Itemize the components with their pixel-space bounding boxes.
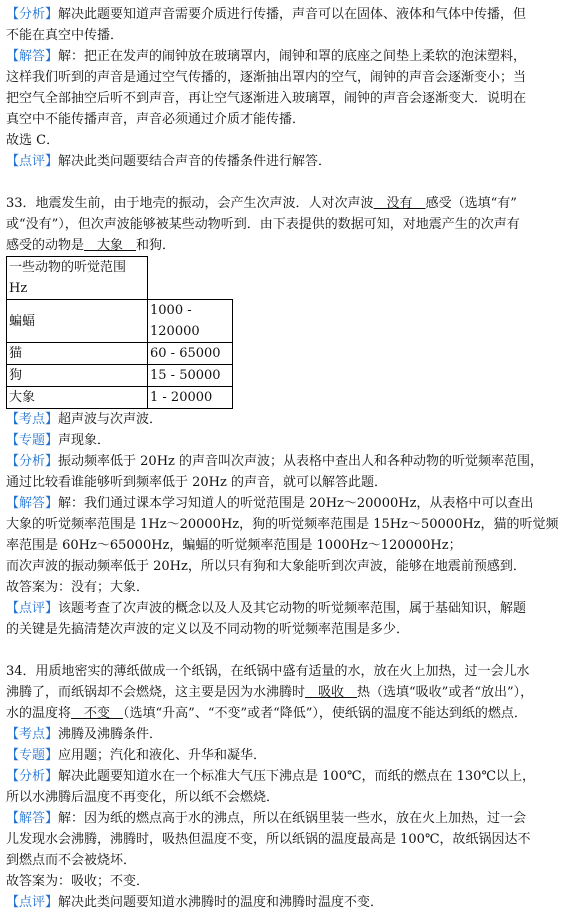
topic-tag: 【专题】: [6, 433, 59, 448]
q34-analysis-line: 【分析】解决此题要知道水在一个标准大气压下沸点是 100℃，而纸的燃点在 130℃以上，: [6, 769, 535, 784]
q34-analysis-line: 所以水沸腾后温度不再变化，所以纸不会燃烧．: [6, 790, 280, 805]
q33-solution-line: 【解答】解：我们通过课本学习知道人的听觉范围是 20Hz～20000Hz，从表格中可以查出: [6, 496, 534, 511]
q33-stem-line: 感受的动物是 大象 和狗．: [6, 238, 176, 253]
q34-stem-line: 水的温度将 不变 （选填“升高”、“不变”或者“降低”），使纸锅的温度不能达到纸的燃点．: [6, 706, 527, 721]
q32-solution-line: 这样我们听到的声音是通过空气传播的，逐渐抽出罩内的空气，闹钟的声音会逐渐变小；当: [6, 70, 527, 85]
solution-tag: 【解答】: [6, 811, 59, 826]
table-header-row: [7, 257, 233, 300]
q32-solution-line: 把空气全部抽空后听不到声音，再让空气逐渐进入玻璃罩，闹钟的声音会逐渐变大．说明在: [6, 91, 527, 106]
animal-cell: 狗: [7, 365, 148, 387]
answer-blank: 吸收: [305, 685, 358, 700]
table-row: [7, 365, 233, 387]
animal-cell: 大象: [7, 387, 148, 409]
answer-blank: 不变: [71, 706, 124, 721]
range-cell: 15 - 50000: [148, 365, 233, 387]
q33-stem-line: 33．地震发生前，由于地壳的振动，会产生次声波．人对次声波 没有 感受（选填“有”: [6, 196, 517, 211]
analysis-tag: 【分析】: [6, 454, 59, 469]
q34-topic: 【专题】应用题；汽化和液化、升华和凝华．: [6, 748, 267, 763]
animal-cell: 蝙蝠: [7, 300, 148, 343]
range-cell: 1000 - 120000: [148, 300, 233, 343]
table-header-cell: 一些动物的听觉范围 Hz: [7, 257, 148, 300]
table-row: [7, 387, 233, 409]
q34-answer: 故答案为：吸收；不变．: [6, 874, 150, 889]
q32-solution-line: 真空中不能传播声音，声音必须通过介质才能传播．: [6, 112, 306, 127]
table-row: [7, 343, 233, 365]
comment-tag: 【点评】: [6, 154, 59, 169]
q32-analysis-line: 【分析】解决此题要知道声音需要介质进行传播，声音可以在固体、液体和气体中传播，但: [6, 7, 527, 22]
solution-tag: 【解答】: [6, 496, 59, 511]
answer-blank: 没有: [373, 196, 426, 211]
animal-cell: 猫: [7, 343, 148, 365]
comment-tag: 【点评】: [6, 601, 59, 616]
document-page: [6, 4, 560, 913]
q33-solution-line: 大象的听觉频率范围是 1Hz～20000Hz，狗的听觉频率范围是 15Hz～50000Hz，猫的听觉频: [6, 517, 559, 532]
q33-analysis-line: 【分析】振动频率低于 20Hz 的声音叫次声波；从表格中查出人和各种动物的听觉频率范围，: [6, 454, 544, 469]
q34-stem-line: 沸腾了，而纸锅却不会燃烧，这主要是因为水沸腾时 吸收 热（选填“吸收”或者“放出”），: [6, 685, 534, 700]
q34-solution-line: 儿发现水会沸腾，沸腾时，吸热但温度不变，所以纸锅的温度最高是 100℃，故纸锅因达不: [6, 832, 531, 847]
q34-comment-line: 【点评】解决此类问题要知道水沸腾时的温度和沸腾时温度不变．: [6, 895, 384, 910]
analysis-tag: 【分析】: [6, 769, 59, 784]
topic-tag: 【专题】: [6, 748, 59, 763]
q34-solution-line: 到燃点而不会被烧坏．: [6, 853, 137, 868]
q32-answer: 故选 C．: [6, 133, 60, 148]
comment-tag: 【点评】: [6, 895, 59, 910]
keypoint-tag: 【考点】: [6, 727, 59, 742]
q33-comment-line: 的关键是先搞清楚次声波的定义以及不同动物的听觉频率范围是多少．: [6, 622, 410, 637]
keypoint-tag: 【考点】: [6, 412, 59, 427]
answer-blank: 大象: [84, 238, 137, 253]
solution-tag: 【解答】: [6, 49, 59, 64]
q33-comment-line: 【点评】该题考查了次声波的概念以及人及其它动物的听觉频率范围，属于基础知识，解题: [6, 601, 527, 616]
analysis-tag: 【分析】: [6, 7, 59, 22]
q32-analysis-line: 不能在真空中传播．: [6, 28, 124, 43]
q33-stem-line: 或“没有”），但次声波能够被某些动物听到．由下表提供的数据可知，对地震产生的次声有: [6, 217, 520, 232]
q33-topic: 【专题】声现象．: [6, 433, 111, 448]
q33-solution-line: 而次声波的振动频率低于 20Hz，所以只有狗和大象能听到次声波，能够在地震前预感到．: [6, 559, 526, 574]
q33-solution-line: 率范围是 60Hz～65000Hz，蝙蝠的听觉频率范围是 1000Hz～120000Hz；: [6, 538, 462, 553]
table-row: [7, 300, 233, 343]
q34-keypoint: 【考点】沸腾及沸腾条件．: [6, 727, 163, 742]
q32-comment-line: 【点评】解决此类问题要结合声音的传播条件进行解答．: [6, 154, 332, 169]
q34-stem-line: 34．用质地密实的薄纸做成一个纸锅，在纸锅中盛有适量的水，放在火上加热，过一会儿水: [6, 664, 530, 679]
q33-keypoint: 【考点】超声波与次声波．: [6, 412, 163, 427]
q32-solution-line: 【解答】解：把正在发声的闹钟放在玻璃罩内，闹钟和罩的底座之间垫上柔软的泡沫塑料，: [6, 49, 527, 64]
q33-analysis-line: 通过比较看谁能够听到频率低于 20Hz 的声音，就可以解答此题．: [6, 475, 387, 490]
hearing-range-table: [6, 256, 233, 409]
range-cell: 1 - 20000: [148, 387, 233, 409]
q34-solution-line: 【解答】解：因为纸的燃点高于水的沸点，所以在纸锅里装一些水，放在火上加热，过一会: [6, 811, 527, 826]
range-cell: 60 - 65000: [148, 343, 233, 365]
q33-answer: 故答案为：没有；大象．: [6, 580, 150, 595]
